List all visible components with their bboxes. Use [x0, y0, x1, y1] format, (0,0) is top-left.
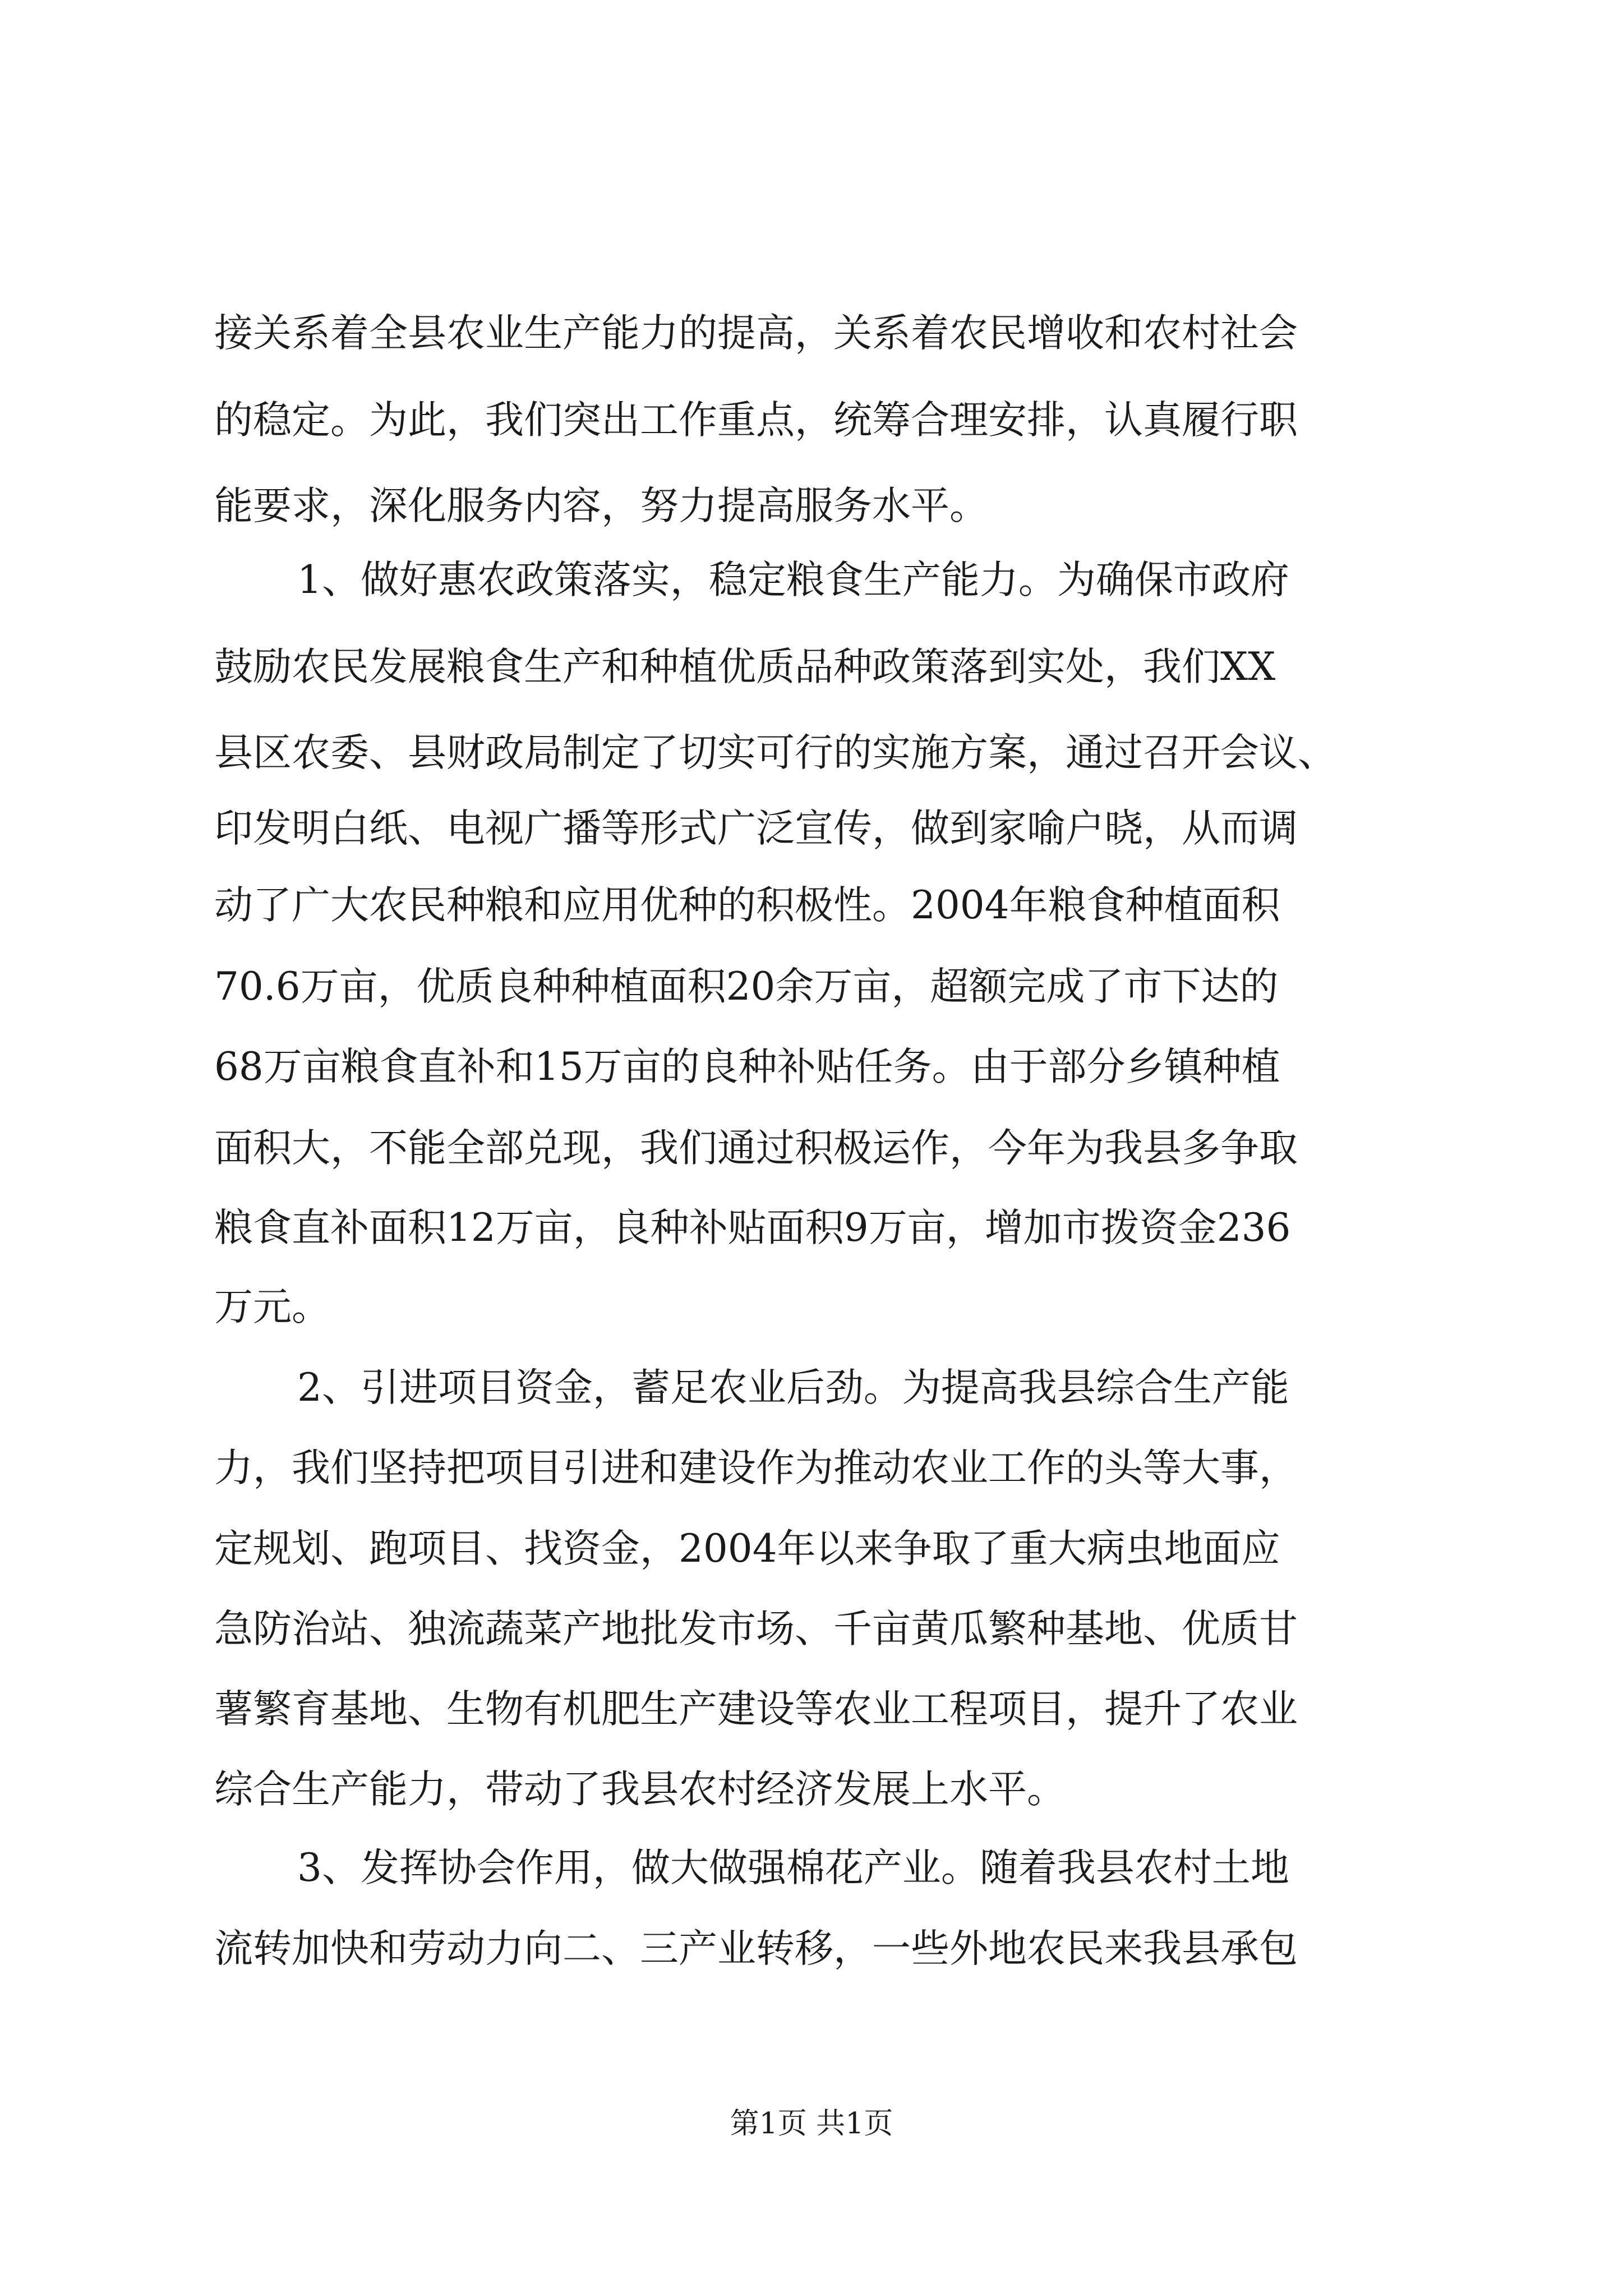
text-line: 力，我们坚持把项目引进和建设作为推动农业工作的头等大事，	[214, 1446, 1298, 1490]
text-line: 鼓励农民发展粮食生产和种植优质品种政策落到实处，我们XX	[214, 645, 1276, 689]
text-line: 万元。	[214, 1285, 330, 1329]
text-line: 接关系着全县农业生产能力的提高，关系着农民增收和农村社会	[214, 311, 1298, 356]
text-line: 印发明白纸、电视广播等形式广泛宣传，做到家喻户晓，从而调	[214, 806, 1298, 851]
text-line: 能要求，深化服务内容，努力提高服务水平。	[214, 484, 988, 528]
text-line: 粮食直补面积12万亩，良种补贴面积9万亩，增加市拨资金236	[214, 1205, 1291, 1250]
text-line: 定规划、跑项目、找资金，2004年以来争取了重大病虫地面应	[214, 1526, 1280, 1571]
text-line: 急防治站、独流蔬菜产地批发市场、千亩黄瓜繁种基地、优质甘	[214, 1607, 1298, 1651]
text-line: 68万亩粮食直补和15万亩的良种补贴任务。由于部分乡镇种植	[214, 1045, 1280, 1089]
paragraph-first-line: 3、发挥协会作用，做大做强棉花产业。随着我县农村土地	[297, 1846, 1289, 1890]
text-line: 的稳定。为此，我们突出工作重点，统筹合理安排，认真履行职	[214, 398, 1298, 443]
text-line: 动了广大农民种粮和应用优种的积极性。2004年粮食种植面积	[214, 883, 1280, 928]
text-line: 流转加快和劳动力向二、三产业转移，一些外地农民来我县承包	[214, 1926, 1298, 1971]
paragraph-first-line: 1、做好惠农政策落实，稳定粮食生产能力。为确保市政府	[297, 558, 1289, 602]
paragraph-first-line: 2、引进项目资金，蓄足农业后劲。为提高我县综合生产能	[297, 1365, 1289, 1410]
text-line: 面积大，不能全部兑现，我们通过积极运作，今年为我县多争取	[214, 1126, 1298, 1171]
page-number-footer: 第1页 共1页	[730, 2107, 893, 2141]
text-line: 70.6万亩，优质良种种植面积20余万亩，超额完成了市下达的	[214, 964, 1279, 1009]
text-line: 薯繁育基地、生物有机肥生产建设等农业工程项目，提升了农业	[214, 1687, 1298, 1732]
text-line: 综合生产能力，带动了我县农村经济发展上水平。	[214, 1767, 1066, 1812]
text-line: 县区农委、县财政局制定了切实可行的实施方案，通过召开会议、	[214, 730, 1336, 775]
